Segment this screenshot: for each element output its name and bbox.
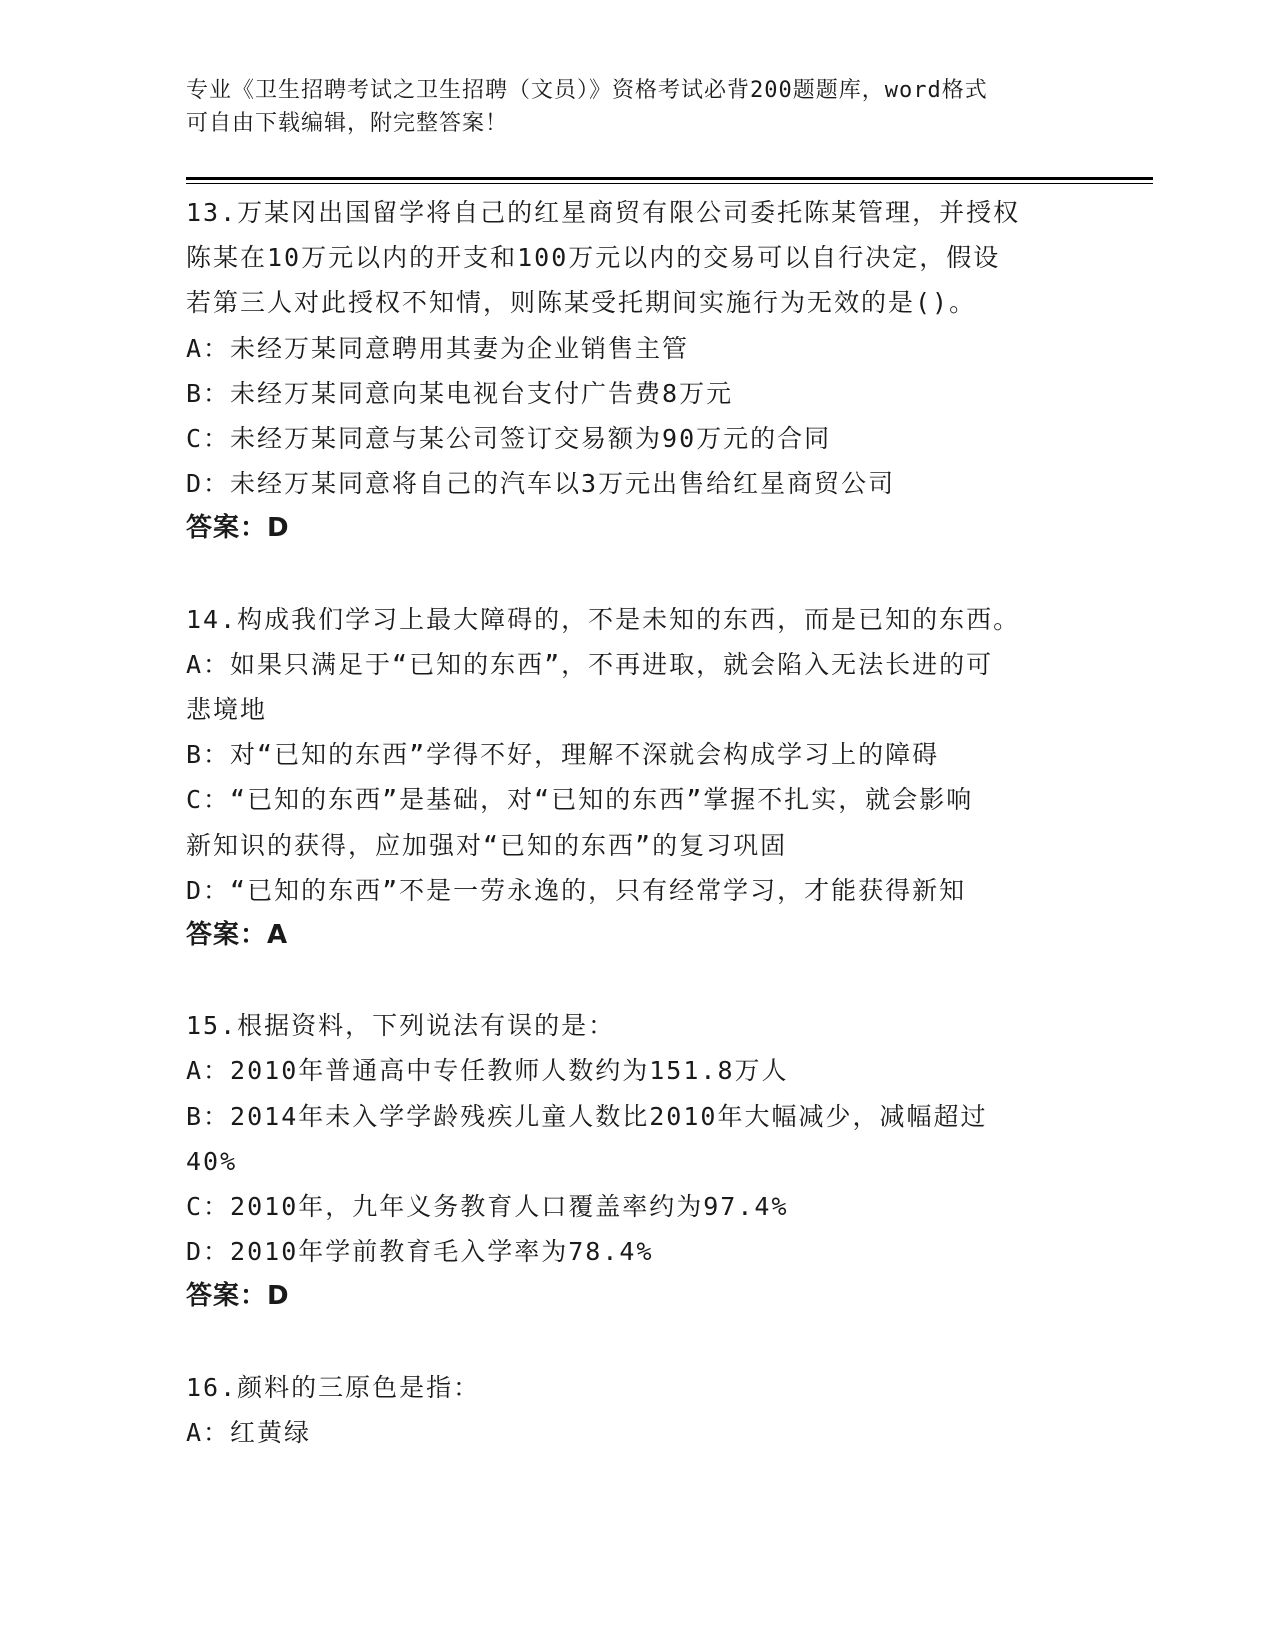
answer-option: A：红黄绿 <box>186 1417 312 1447</box>
question-stem-line: 14.构成我们学习上最大障碍的，不是未知的东西，而是已知的东西。 <box>186 604 1021 634</box>
answer-option: D：2010年学前教育毛入学率为78.4% <box>186 1237 654 1267</box>
answer-option: A：未经万某同意聘用其妻为企业销售主管 <box>186 333 690 363</box>
question-stem-line: 15.根据资料，下列说法有误的是： <box>186 1011 616 1041</box>
header-line-2: 可自由下载编辑，附完整答案！ <box>186 111 509 136</box>
header-line-1: 专业《卫生招聘考试之卫生招聘（文员）》资格考试必背200题题库，word格式 <box>186 78 988 103</box>
answer-option: C：“已知的东西”是基础，对“已知的东西”掌握不扎实，就会影响 <box>186 785 974 815</box>
question-block <box>186 1365 1086 1455</box>
answer-option: D：未经万某同意将自己的汽车以3万元出售给红星商贸公司 <box>186 469 896 499</box>
question-spacer <box>186 958 1086 1003</box>
document-header <box>186 74 1066 140</box>
answer-option: C：2010年，九年义务教育人口覆盖率约为97.4% <box>186 1192 789 1222</box>
answer-option: 40% <box>186 1146 238 1176</box>
question-block <box>186 597 1086 959</box>
question-block <box>186 190 1086 552</box>
question-stem-line: 16.颜料的三原色是指： <box>186 1372 481 1402</box>
answer-key: 答案：D <box>186 513 290 544</box>
question-stem-line: 13.万某冈出国留学将自己的红星商贸有限公司委托陈某管理，并授权 <box>186 198 1021 227</box>
answer-key: 答案：A <box>186 920 289 951</box>
header-divider-thin <box>186 183 1153 184</box>
question-stem-line: 若第三人对此授权不知情，则陈某受托期间实施行为无效的是()。 <box>186 288 977 318</box>
question-block <box>186 1003 1086 1319</box>
question-spacer <box>186 1320 1086 1365</box>
answer-key: 答案：D <box>186 1281 290 1312</box>
header-divider-thick <box>186 177 1153 180</box>
answer-option: B：未经万某同意向某电视台支付广告费8万元 <box>186 378 734 408</box>
answer-option: B：对“已知的东西”学得不好，理解不深就会构成学习上的障碍 <box>186 740 940 770</box>
answer-option: C：未经万某同意与某公司签订交易额为90万元的合同 <box>186 424 832 454</box>
answer-option: B：2014年未入学学龄残疾儿童人数比2010年大幅减少，减幅超过 <box>186 1101 988 1131</box>
answer-option: A：如果只满足于“已知的东西”，不再进取，就会陷入无法长进的可 <box>186 649 994 679</box>
answer-option: 新知识的获得，应加强对“已知的东西”的复习巩固 <box>186 830 788 860</box>
question-list <box>186 190 1086 1455</box>
answer-option: D：“已知的东西”不是一劳永逸的，只有经常学习，才能获得新知 <box>186 875 967 905</box>
answer-option: 悲境地 <box>186 695 268 725</box>
question-spacer <box>186 552 1086 597</box>
answer-option: A：2010年普通高中专任教师人数约为151.8万人 <box>186 1056 789 1086</box>
question-stem-line: 陈某在10万元以内的开支和100万元以内的交易可以自行决定，假设 <box>186 243 1001 273</box>
